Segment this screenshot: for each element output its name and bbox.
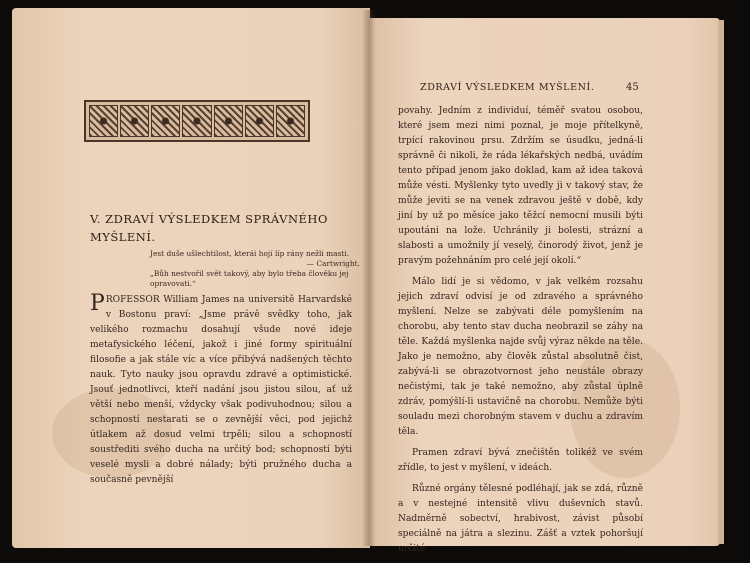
drop-cap: P (90, 291, 105, 316)
chapter-ornament (84, 100, 310, 142)
epigraph-quote: Jest duše ušlechtilost, kterái hojí líp rány nežli masti. (150, 249, 349, 258)
paragraph: povahy. Jedním z individuí, téměř svatou osobou, které jsem mezi nimi poznal, je moje přítelkyně, trpící rakovinou prsu. Zdržím se úsudku, jedná-li správně či nikoli, že ráda lékařských nedbá, uvádím tento případ jenom jako doklad, kam až idea taková může vésti. Myšlenky tyto uvedly ji v takový stav, že může jeviti se na venek zdravou ještě v době, kdy jiní by už po měsíce jako těžcí nemocní musili býti upoutáni na lože. Uchránily ji bolesti, strázní a slabosti a umožnily jí veselý, činorodý život, jenž je pravým požehnáním pro celé její okolí.“ (398, 106, 643, 266)
paragraph: Různé orgány tělesné podléhají, jak se zdá, různě a v nestejné intensitě vlivu duševních stavů. Nadměrně sobectví, hrabivost, závist působí speciálně na játra a slezinu. Zášť a vztek pohoršují určité (398, 484, 643, 554)
paragraph: ROFESSOR William James na universitě Harvardské v Bostonu praví: „Jsme právě svědky toho, jak velikého rozmachu dosahují všude nové ideje metafysického léčení, jakož i jiné formy spirituální filosofie a jak stále víc a více přibývá nadšených těchto nauk. Tyto nauky jsou opravdu zdravé a optimistické. Jsouť jednotlivci, kteří nadání jsou jistou silou, ať už větší nebo menší, vždycky však podivuhodnou; silou a schopností nestarati se o zevnější věci, pod jejichž útlakem až dosud velmi trpěli; silou a schopností soustřediti svého ducha na určitý bod; schopností býti veselé mysli a dobré nálady; býti pružného ducha a současně pevnější (90, 295, 352, 485)
epigraph-quote: „Bůh nestvořil svět takový, aby bylo třeba člověku jej opravovati.“ (150, 269, 349, 288)
epigraph-author: — Cartwright. (306, 259, 360, 268)
paragraph: Málo lidí je si vědomo, v jak velkém rozsahu jejich zdraví odvisí je od zdravého a správného myšlení. Nelze se zabývati déle pomyšlením na chorobu, aby tento stav ducha neobrazil se záhy na těle. Každá myšlenka najde svůj výraz někde na těle. Jako je nemožno, aby člověk zůstal absolutně čist, zabývá-li se obrazotvornost jeho neustále obrazy nečistými, tak je také nemožno, aby zůstal úplně zdráv, pomýšlí-li ustavičně na chorobu. Nemůže býti souladu mezi chorobným stavem v duchu a zdravím těla. (398, 277, 643, 437)
right-body-text (398, 104, 643, 563)
epigraph (150, 249, 360, 289)
page-edges (718, 20, 724, 544)
running-head: ZDRAVÍ VÝSLEDKEM MYŠLENÍ. (420, 82, 595, 93)
paragraph: Pramen zdraví bývá znečištěn tolikéž ve svém zřídle, to jest v myšlení, v ideách. (398, 448, 643, 473)
page-number: 45 (626, 82, 639, 93)
left-body-text (90, 293, 352, 488)
book-spine (362, 10, 376, 546)
chapter-title: V. ZDRAVÍ VÝSLEDKEM SPRÁVNÉHO MYŠLENÍ. (90, 212, 328, 244)
